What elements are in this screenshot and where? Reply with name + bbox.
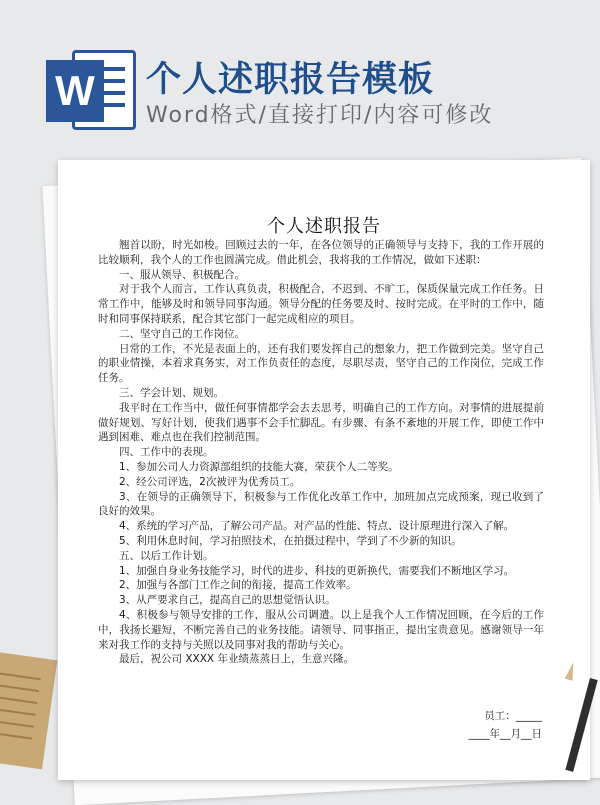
list-item: 3、从严要求自己，提高自己的思想觉悟认识。 <box>119 594 336 607</box>
employee-signature-line: 员工：_____ <box>484 710 542 722</box>
paragraph: 日常的工作，不光是表面上的，还有我们要发挥自己的想象力，把工作做到完美。坚守自己的职业情操，本着求真务实，对工作负责任的态度，尽职尽责，坚守自己的工作岗位，完成工作任务。 <box>98 342 544 385</box>
word-icon <box>46 44 134 136</box>
list-item: 2、加强与各部门工作之间的衔接，提高工作效率。 <box>119 579 357 592</box>
list-item: 1、加强自身业务技能学习，时代的进步、科技的更新换代，需要我们不断地区学习。 <box>119 564 515 577</box>
section-heading: 三、学会计划、规划。 <box>119 386 224 399</box>
date-line: ____年__月__日 <box>468 728 542 740</box>
list-item: 2、经公司评选，2次被评为优秀员工。 <box>119 475 301 488</box>
document-paper <box>58 160 590 780</box>
document-title: 个人述职报告 <box>267 216 381 237</box>
page-subtitle: Word格式/直接打印/内容可修改 <box>146 103 494 128</box>
section-heading: 五、以后工作计划。 <box>119 549 214 562</box>
document-body <box>98 238 544 667</box>
list-item: 4、积极参与领导安排的工作，服从公司调遣。以上是我个人工作情况回顾，在今后的工作中，我扬长避短，不断完善自己的业务技能。请领导、同事指正，提出宝贵意见。感谢领导一年来对我工作的支持与关照以及同事对我的帮助与关心。 <box>98 608 544 651</box>
paragraph: 翘首以盼，时光如梭。回顾过去的一年，在各位领导的正确领导与支持下，我的工作开展的比较顺利，我个人的工作也圆满完成。借此机会，我将我的工作情况，做如下述职： <box>98 239 544 266</box>
notebook-decoration <box>0 651 57 770</box>
section-heading: 二、坚守自己的工作岗位。 <box>119 327 245 340</box>
list-item: 5、利用休息时间，学习拍照技术，在拍摄过程中，学到了不少新的知识。 <box>119 534 462 547</box>
list-item: 1、参加公司人力资源部组织的技能大赛，荣获个人二等奖。 <box>119 460 399 473</box>
word-badge: W <box>46 60 104 122</box>
paragraph: 我平时在工作当中，做任何事情都学会去去思考，明确自己的工作方向。对事情的进展提前做好规划、写好计划，使我们遇事不会手忙脚乱。有步骤、有条不紊地的开展工作，即使工作中遇到困难、难点也在我们控制范围。 <box>98 401 544 444</box>
closing-paragraph: 最后，祝公司 XXXX 年业绩蒸蒸日上，生意兴隆。 <box>119 653 354 666</box>
list-item: 3、在领导的正确领导下，积极参与工作优化改革工作中，加班加点完成预案，现已收到了良好的效果。 <box>98 490 544 518</box>
section-heading: 一、服从领导、积极配合。 <box>119 268 245 281</box>
paragraph: 对于我个人而言，工作认真负责，积极配合，不迟到、不旷工，保质保量完成工作任务。日常工作中，能够及时和领导同事沟通。领导分配的任务要及时、按时完成。在平时的工作中，随时和同事保持联系，配合其它部门一起完成相应的项目。 <box>98 283 544 325</box>
header <box>0 0 600 160</box>
list-item: 4、系统的学习产品，了解公司产品。对产品的性能、特点、设计原理进行深入了解。 <box>119 520 515 533</box>
section-heading: 四、工作中的表现。 <box>119 446 214 459</box>
page-title: 个人述职报告模板 <box>146 60 435 100</box>
